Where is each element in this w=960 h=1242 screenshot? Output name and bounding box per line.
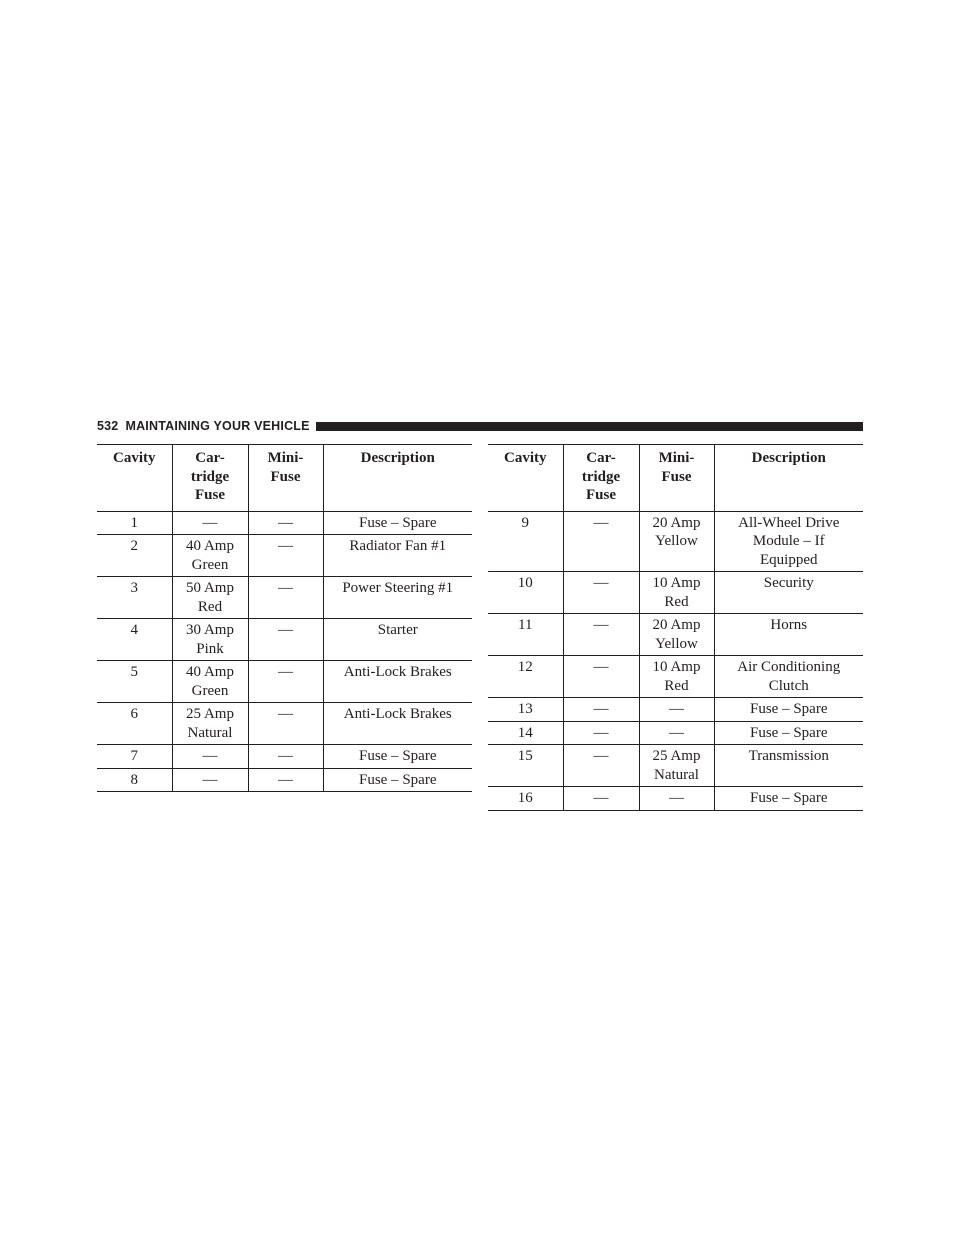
cell-description: Power Steering #1 (323, 577, 472, 619)
cell-cavity: 15 (488, 745, 563, 787)
cell-description: All-Wheel Drive Module – If Equipped (714, 511, 863, 572)
cell-mini-fuse: — (248, 745, 323, 769)
cell-cavity: 5 (97, 661, 172, 703)
cell-description: Transmission (714, 745, 863, 787)
cell-cavity: 9 (488, 511, 563, 572)
cell-cavity: 7 (97, 745, 172, 769)
cell-cavity: 12 (488, 656, 563, 698)
table-row (97, 535, 472, 577)
cell-mini-fuse: — (248, 535, 323, 577)
column-header-cavity: Cavity (488, 445, 563, 512)
cell-cartridge-fuse: — (172, 745, 248, 769)
column-header-description: Description (714, 445, 863, 512)
table-row (488, 698, 863, 722)
cell-cartridge-fuse: — (563, 721, 639, 745)
table-row (97, 661, 472, 703)
header-rule (316, 422, 863, 431)
table-row (97, 511, 472, 535)
column-header-cartridge-fuse: Car- tridge Fuse (172, 445, 248, 512)
cell-description: Security (714, 572, 863, 614)
cell-mini-fuse: — (639, 721, 714, 745)
cell-cartridge-fuse: 30 Amp Pink (172, 619, 248, 661)
table-header-row (488, 445, 863, 512)
cell-cavity: 10 (488, 572, 563, 614)
cell-description: Anti-Lock Brakes (323, 703, 472, 745)
cell-cartridge-fuse: — (563, 787, 639, 811)
fuse-table-left (97, 444, 472, 792)
cell-mini-fuse: 10 Amp Red (639, 572, 714, 614)
cell-description: Anti-Lock Brakes (323, 661, 472, 703)
cell-cavity: 13 (488, 698, 563, 722)
cell-cartridge-fuse: 40 Amp Green (172, 661, 248, 703)
page-number: 532 (97, 419, 119, 433)
cell-cavity: 6 (97, 703, 172, 745)
column-header-mini-fuse: Mini- Fuse (639, 445, 714, 512)
table-row (97, 768, 472, 792)
cell-description: Fuse – Spare (714, 721, 863, 745)
cell-cavity: 11 (488, 614, 563, 656)
table-row (97, 619, 472, 661)
cell-description: Horns (714, 614, 863, 656)
cell-mini-fuse: — (248, 703, 323, 745)
cell-cartridge-fuse: — (172, 768, 248, 792)
cell-cartridge-fuse: — (563, 656, 639, 698)
table-row (488, 721, 863, 745)
section-title: MAINTAINING YOUR VEHICLE (125, 419, 310, 433)
cell-mini-fuse: 25 Amp Natural (639, 745, 714, 787)
table-body (97, 511, 472, 792)
cell-cartridge-fuse: — (563, 745, 639, 787)
cell-mini-fuse: 20 Amp Yellow (639, 614, 714, 656)
cell-description: Fuse – Spare (323, 768, 472, 792)
cell-cartridge-fuse: — (563, 614, 639, 656)
column-header-cavity: Cavity (97, 445, 172, 512)
cell-mini-fuse: — (248, 619, 323, 661)
table-row (488, 511, 863, 572)
cell-description: Radiator Fan #1 (323, 535, 472, 577)
cell-mini-fuse: — (248, 511, 323, 535)
cell-mini-fuse: 20 Amp Yellow (639, 511, 714, 572)
cell-cartridge-fuse: — (563, 698, 639, 722)
table-row (488, 572, 863, 614)
cell-cartridge-fuse: 40 Amp Green (172, 535, 248, 577)
column-header-cartridge-fuse: Car- tridge Fuse (563, 445, 639, 512)
cell-cartridge-fuse: — (563, 511, 639, 572)
cell-cavity: 14 (488, 721, 563, 745)
cell-description: Fuse – Spare (323, 745, 472, 769)
cell-cartridge-fuse: 25 Amp Natural (172, 703, 248, 745)
table-row (488, 745, 863, 787)
table-row (488, 656, 863, 698)
fuse-table-right (488, 444, 863, 811)
cell-description: Air Conditioning Clutch (714, 656, 863, 698)
table-row (97, 577, 472, 619)
cell-description: Starter (323, 619, 472, 661)
cell-mini-fuse: — (639, 787, 714, 811)
cell-mini-fuse: 10 Amp Red (639, 656, 714, 698)
page-header (97, 417, 863, 435)
column-header-mini-fuse: Mini- Fuse (248, 445, 323, 512)
cell-mini-fuse: — (248, 661, 323, 703)
table-row (97, 745, 472, 769)
column-header-description: Description (323, 445, 472, 512)
cell-mini-fuse: — (248, 577, 323, 619)
table-row (488, 787, 863, 811)
cell-mini-fuse: — (639, 698, 714, 722)
cell-description: Fuse – Spare (714, 787, 863, 811)
cell-cartridge-fuse: — (172, 511, 248, 535)
cell-description: Fuse – Spare (323, 511, 472, 535)
cell-cavity: 16 (488, 787, 563, 811)
cell-cavity: 4 (97, 619, 172, 661)
table-header-row (97, 445, 472, 512)
table-body (488, 511, 863, 810)
cell-description: Fuse – Spare (714, 698, 863, 722)
cell-cavity: 8 (97, 768, 172, 792)
cell-cavity: 1 (97, 511, 172, 535)
cell-cavity: 3 (97, 577, 172, 619)
table-row (97, 703, 472, 745)
cell-cavity: 2 (97, 535, 172, 577)
cell-mini-fuse: — (248, 768, 323, 792)
table-row (488, 614, 863, 656)
cell-cartridge-fuse: 50 Amp Red (172, 577, 248, 619)
cell-cartridge-fuse: — (563, 572, 639, 614)
